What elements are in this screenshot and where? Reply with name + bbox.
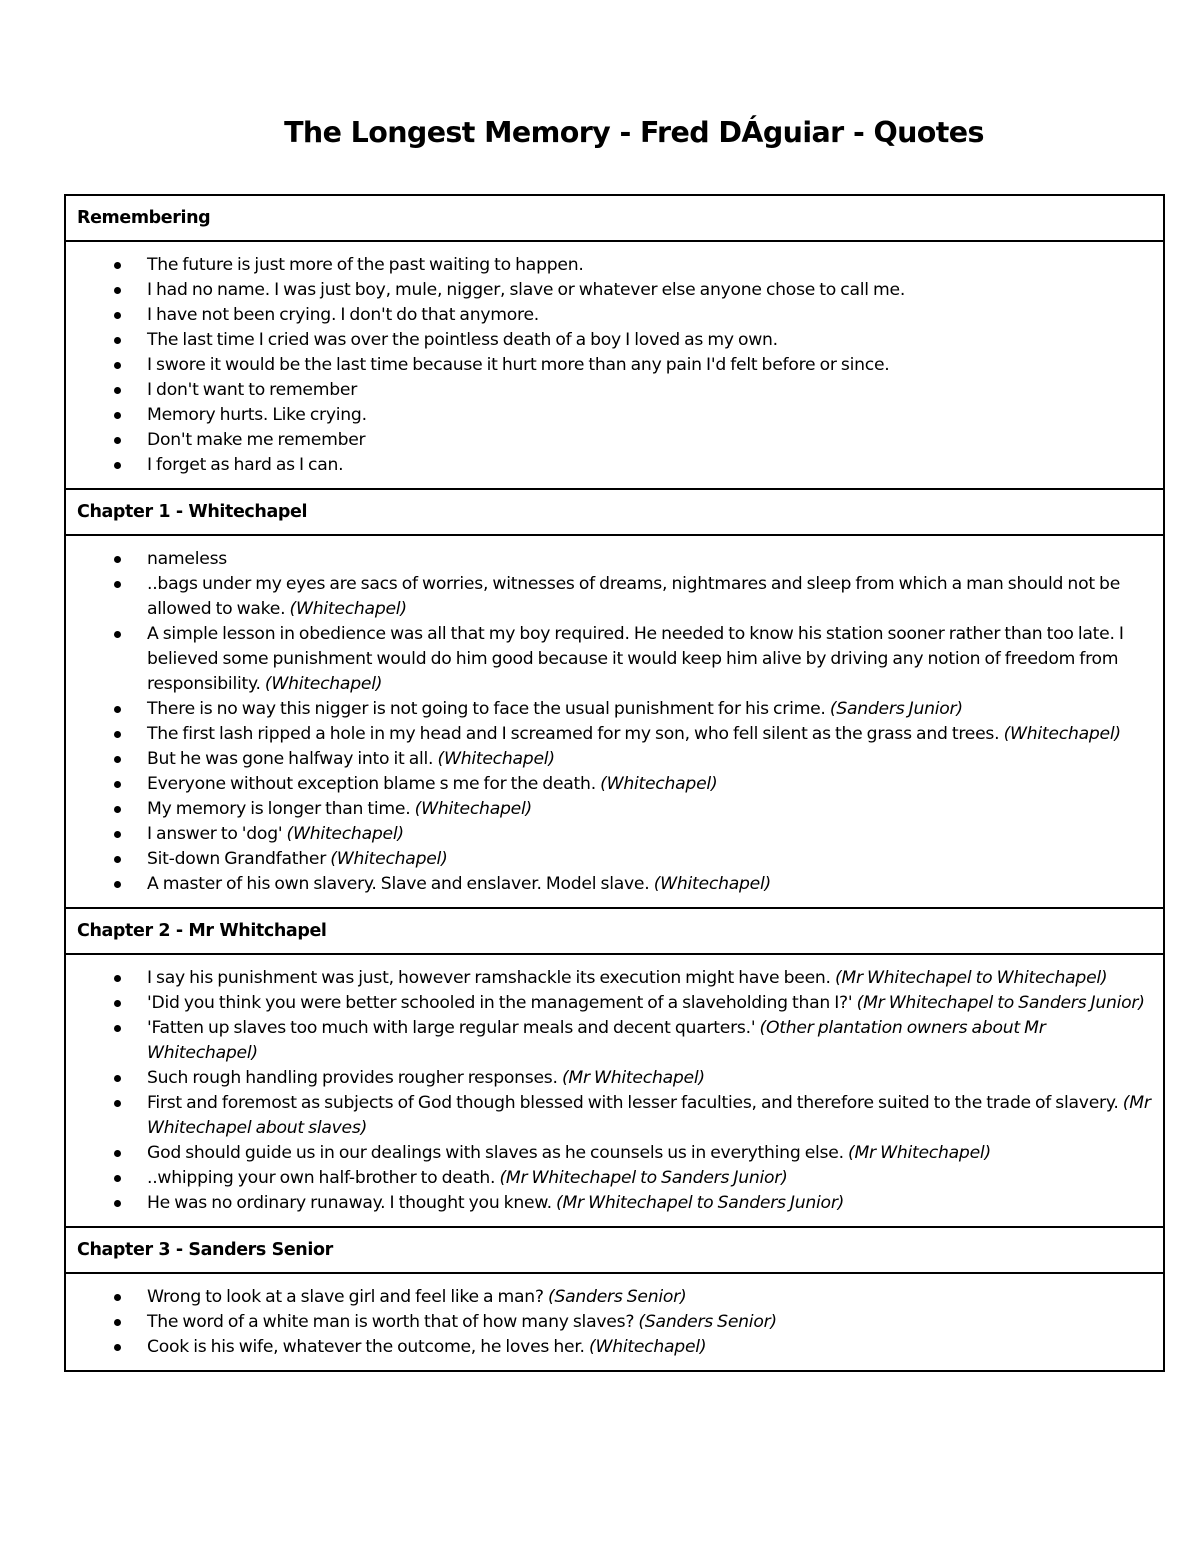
section-body-row bbox=[65, 535, 1164, 908]
document-title: The Longest Memory - Fred DÁguiar - Quotes bbox=[284, 116, 984, 149]
quote-item bbox=[147, 1091, 1151, 1141]
bullet-icon bbox=[114, 312, 121, 319]
bullet-icon bbox=[114, 831, 121, 838]
quote-attribution: (Whitechapel) bbox=[437, 749, 555, 769]
section-quotes-cell bbox=[65, 241, 1164, 489]
quote-item bbox=[147, 991, 1151, 1016]
bullet-icon bbox=[114, 856, 121, 863]
bullet-icon bbox=[114, 806, 121, 813]
bullet-icon bbox=[114, 975, 121, 982]
bullet-icon bbox=[114, 1100, 121, 1107]
quote-text: Such rough handling provides rougher responses. bbox=[147, 1068, 558, 1088]
bullet-icon bbox=[114, 1175, 121, 1182]
quote-item bbox=[147, 403, 1151, 428]
quote-attribution: (Whitechapel) bbox=[264, 674, 383, 694]
quote-item bbox=[147, 722, 1151, 747]
quote-attribution: (Whitechapel) bbox=[286, 824, 404, 844]
quote-item bbox=[147, 622, 1151, 697]
bullet-icon bbox=[114, 1075, 121, 1082]
quote-attribution: (Mr Whitechapel) bbox=[561, 1068, 705, 1088]
quote-item bbox=[147, 697, 1151, 722]
quote-item bbox=[147, 547, 1151, 572]
bullet-icon bbox=[114, 262, 121, 269]
quote-text: 'Did you think you were better schooled in the management of a slaveholding than I?' bbox=[147, 993, 853, 1013]
quote-text: First and foremost as subjects of God though blessed with lesser faculties, and therefore suited to the trade of slavery. bbox=[147, 1093, 1119, 1113]
quote-text: The last time I cried was over the pointless death of a boy I loved as my own. bbox=[147, 330, 778, 350]
quote-text: nameless bbox=[147, 549, 228, 569]
quote-list bbox=[77, 1285, 1151, 1360]
quote-attribution: (Whitechapel) bbox=[600, 774, 718, 794]
bullet-icon bbox=[114, 731, 121, 738]
quote-text: I swore it would be the last time because it hurt more than any pain I'd felt before or since. bbox=[147, 355, 890, 375]
quote-attribution: (Whitechapel) bbox=[330, 849, 448, 869]
quote-item bbox=[147, 1285, 1151, 1310]
quote-item bbox=[147, 772, 1151, 797]
quote-item bbox=[147, 1166, 1151, 1191]
section-header-row bbox=[65, 1227, 1164, 1273]
quote-item bbox=[147, 253, 1151, 278]
bullet-icon bbox=[114, 1000, 121, 1007]
quote-item bbox=[147, 353, 1151, 378]
quote-text: The future is just more of the past waiting to happen. bbox=[147, 255, 584, 275]
quote-text: A master of his own slavery. Slave and enslaver. Model slave. bbox=[147, 874, 650, 894]
quote-attribution: (Whitechapel) bbox=[289, 599, 407, 619]
section-header-row bbox=[65, 489, 1164, 535]
bullet-icon bbox=[114, 1150, 121, 1157]
section-body-row bbox=[65, 241, 1164, 489]
bullet-icon bbox=[114, 1294, 121, 1301]
quote-text: There is no way this nigger is not going to face the usual punishment for his crime. bbox=[147, 699, 826, 719]
quote-item bbox=[147, 328, 1151, 353]
quote-list bbox=[77, 966, 1151, 1216]
quote-item bbox=[147, 1016, 1151, 1066]
quote-item bbox=[147, 1141, 1151, 1166]
quote-attribution: (Sanders Senior) bbox=[548, 1287, 687, 1307]
section-quotes-cell bbox=[65, 535, 1164, 908]
section-header-row bbox=[65, 908, 1164, 954]
quote-text: I forget as hard as I can. bbox=[147, 455, 344, 475]
quote-text: I don't want to remember bbox=[147, 380, 358, 400]
quote-item bbox=[147, 428, 1151, 453]
section-heading: Chapter 2 - Mr Whitchapel bbox=[65, 908, 1164, 954]
quote-text: The word of a white man is worth that of how many slaves? bbox=[147, 1312, 635, 1332]
quote-text: I had no name. I was just boy, mule, nigger, slave or whatever else anyone chose to call me. bbox=[147, 280, 906, 300]
quote-text: Sit-down Grandfather bbox=[147, 849, 327, 869]
quote-text: But he was gone halfway into it all. bbox=[147, 749, 434, 769]
bullet-icon bbox=[114, 287, 121, 294]
quote-item bbox=[147, 1066, 1151, 1091]
bullet-icon bbox=[114, 756, 121, 763]
quote-text: God should guide us in our dealings with slaves as he counsels us in everything else. bbox=[147, 1143, 844, 1163]
quote-attribution: (Mr Whitechapel to Sanders Junior) bbox=[556, 1193, 845, 1213]
quote-text: ..whipping your own half-brother to death. bbox=[147, 1168, 496, 1188]
bullet-icon bbox=[114, 462, 121, 469]
bullet-icon bbox=[114, 631, 121, 638]
quote-text: Cook is his wife, whatever the outcome, he loves her. bbox=[147, 1337, 585, 1357]
section-heading: Chapter 3 - Sanders Senior bbox=[65, 1227, 1164, 1273]
quote-item bbox=[147, 1335, 1151, 1360]
bullet-icon bbox=[114, 337, 121, 344]
quote-attribution: (Whitechapel) bbox=[414, 799, 532, 819]
quote-attribution: (Sanders Senior) bbox=[638, 1312, 777, 1332]
quote-text: The first lash ripped a hole in my head and I screamed for my son, who fell silent as the grass and trees. bbox=[147, 724, 1000, 744]
quote-text: I answer to 'dog' bbox=[147, 824, 283, 844]
quote-item bbox=[147, 966, 1151, 991]
quote-item bbox=[147, 1310, 1151, 1335]
quote-text: He was no ordinary runaway. I thought you knew. bbox=[147, 1193, 552, 1213]
quote-attribution: (Mr Whitechapel to Sanders Junior) bbox=[856, 993, 1145, 1013]
quote-attribution: (Whitechapel) bbox=[653, 874, 771, 894]
quote-attribution: (Other plantation owners about Mr Whitechapel) bbox=[147, 1018, 1046, 1063]
bullet-icon bbox=[114, 412, 121, 419]
quote-text: Don't make me remember bbox=[147, 430, 366, 450]
quote-text: ..bags under my eyes are sacs of worries, witnesses of dreams, nightmares and sleep from which a man should not be allowed to wake. bbox=[147, 574, 1121, 619]
section-heading: Chapter 1 - Whitechapel bbox=[65, 489, 1164, 535]
quote-text: Memory hurts. Like crying. bbox=[147, 405, 367, 425]
quote-attribution: (Mr Whitechapel to Whitechapel) bbox=[834, 968, 1108, 988]
section-quotes-cell bbox=[65, 954, 1164, 1227]
bullet-icon bbox=[114, 1319, 121, 1326]
bullet-icon bbox=[114, 1025, 121, 1032]
bullet-icon bbox=[114, 437, 121, 444]
quote-attribution: (Sanders Junior) bbox=[829, 699, 963, 719]
quote-text: My memory is longer than time. bbox=[147, 799, 411, 819]
quote-text: I say his punishment was just, however ramshackle its execution might have been. bbox=[147, 968, 831, 988]
quote-item bbox=[147, 303, 1151, 328]
bullet-icon bbox=[114, 881, 121, 888]
quote-item bbox=[147, 378, 1151, 403]
quote-item bbox=[147, 278, 1151, 303]
bullet-icon bbox=[114, 706, 121, 713]
quote-attribution: (Whitechapel) bbox=[589, 1337, 707, 1357]
quotes-table bbox=[64, 194, 1165, 1372]
quote-attribution: (Mr Whitechapel to Sanders Junior) bbox=[499, 1168, 788, 1188]
quote-attribution: (Whitechapel) bbox=[1003, 724, 1121, 744]
bullet-icon bbox=[114, 556, 121, 563]
quote-attribution: (Mr Whitechapel about slaves) bbox=[147, 1093, 1151, 1138]
bullet-icon bbox=[114, 781, 121, 788]
section-body-row bbox=[65, 1273, 1164, 1371]
quote-item bbox=[147, 1191, 1151, 1216]
quote-item bbox=[147, 872, 1151, 897]
quote-item bbox=[147, 822, 1151, 847]
section-body-row bbox=[65, 954, 1164, 1227]
quote-item bbox=[147, 797, 1151, 822]
section-quotes-cell bbox=[65, 1273, 1164, 1371]
quote-item bbox=[147, 572, 1151, 622]
quote-item bbox=[147, 847, 1151, 872]
quote-text: Everyone without exception blame s me for the death. bbox=[147, 774, 596, 794]
section-header-row bbox=[65, 195, 1164, 241]
quote-list bbox=[77, 547, 1151, 897]
bullet-icon bbox=[114, 581, 121, 588]
bullet-icon bbox=[114, 387, 121, 394]
bullet-icon bbox=[114, 362, 121, 369]
quote-item bbox=[147, 453, 1151, 478]
quote-text: Wrong to look at a slave girl and feel like a man? bbox=[147, 1287, 544, 1307]
quote-text: A simple lesson in obedience was all that my boy required. He needed to know his station sooner rather than too late. I believed some punishment would do him good because it would keep him alive by driving any notion of freedom from responsibility. bbox=[147, 624, 1124, 694]
bullet-icon bbox=[114, 1344, 121, 1351]
quote-text: 'Fatten up slaves too much with large regular meals and decent quarters.' bbox=[147, 1018, 756, 1038]
section-heading: Remembering bbox=[65, 195, 1164, 241]
bullet-icon bbox=[114, 1200, 121, 1207]
quote-list bbox=[77, 253, 1151, 478]
quote-text: I have not been crying. I don't do that anymore. bbox=[147, 305, 540, 325]
quote-item bbox=[147, 747, 1151, 772]
quote-attribution: (Mr Whitechapel) bbox=[848, 1143, 991, 1163]
